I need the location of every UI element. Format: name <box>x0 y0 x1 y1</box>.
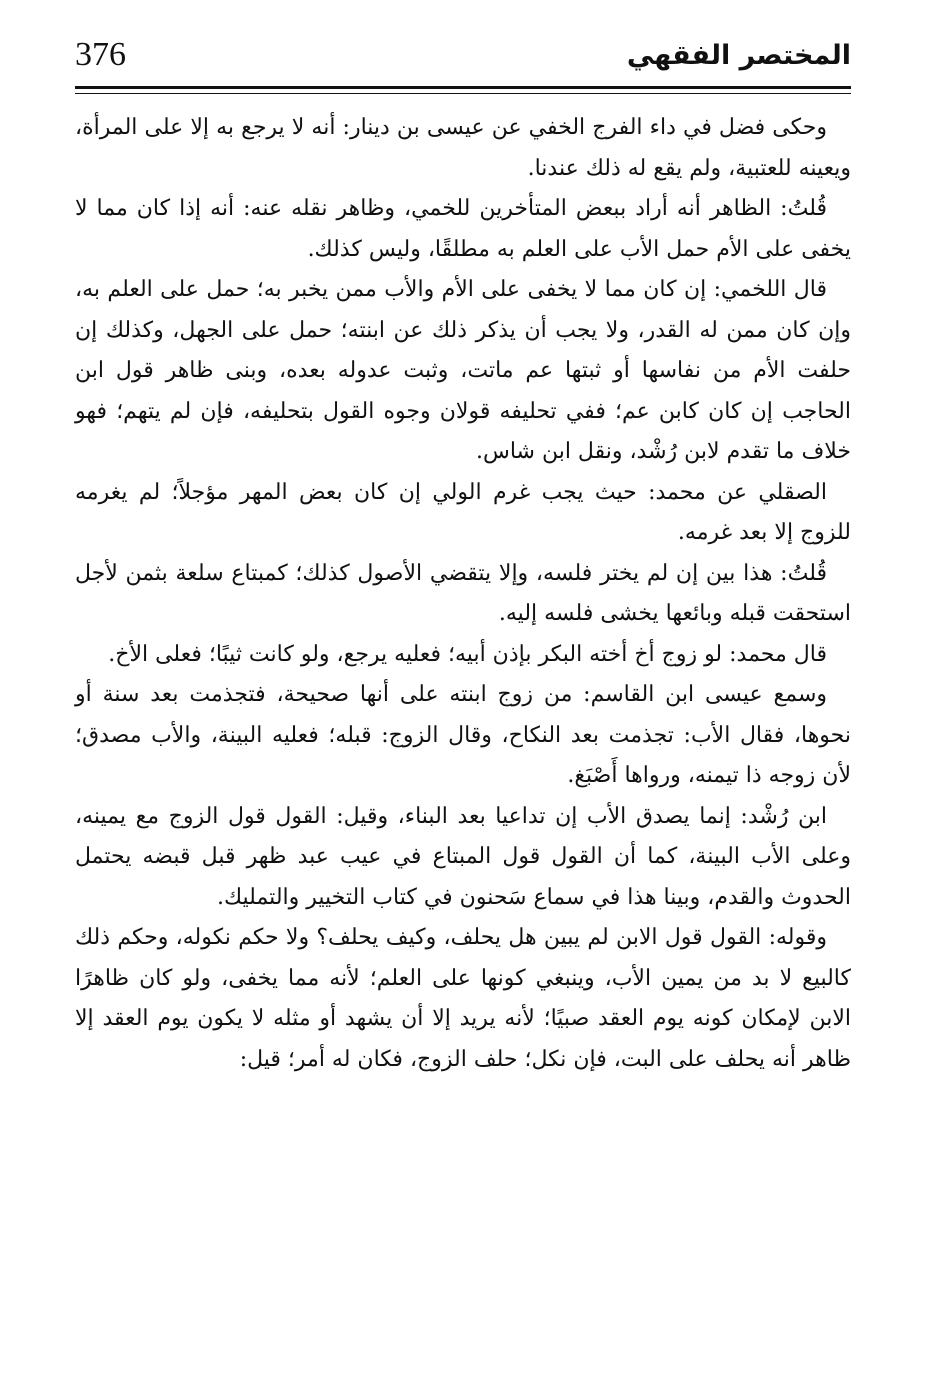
paragraph: ابن رُشْد: إنما يصدق الأب إن تداعيا بعد البناء، وقيل: القول قول الزوج مع يمينه، وعلى الأب البينة، كما أن القول قول المبتاع في عيب عبد ظهر قبل قبضه يحتمل الحدوث والقدم، وبينا هذا في سماع سَحنون في كتاب التخيير والتمليك. <box>75 803 851 910</box>
paragraph: وسمع عيسى ابن القاسم: من زوج ابنته على أنها صحيحة، فتجذمت بعد سنة أو نحوها، فقال الأب: تجذمت بعد النكاح، وقال الزوج: قبله؛ فعليه البينة، والأب مصدق؛ لأن زوجه ذا تيمنه، ورواها أَصْبَغ. <box>75 682 851 788</box>
paragraph: وحكى فضل في داء الفرج الخفي عن عيسى بن دينار: أنه لا يرجع به إلا على المرأة، ويعينه للعتبية، ولم يقع له ذلك عندنا. <box>75 115 851 181</box>
page-header <box>75 36 851 88</box>
header-rule-thin <box>75 93 851 94</box>
paragraph: قُلتُ: هذا بين إن لم يختر فلسه، وإلا يتقضي الأصول كذلك؛ كمبتاع سلعة بثمن لأجل استحقت قبله وبائعها يخشى فلسه إليه. <box>75 560 851 626</box>
paragraph: وقوله: القول قول الابن لم يبين هل يحلف، وكيف يحلف؟ ولا حكم نكوله، وحكم ذلك كالبيع لا بد من يمين الأب، وينبغي كونها على العلم؛ لأنه مما يخفى، ولو كان ظاهرًا الابن لإمكان كونه يوم العقد صبيًا؛ لأنه يريد إلا أن يشهد أو مثله لا يكون يوم العقد إلا ظاهر أنه يحلف على البت، فإن نكل؛ حلف الزوج، فكان له أمر؛ قيل: <box>75 925 851 1072</box>
body-text <box>75 108 851 1080</box>
page-number: 376 <box>75 36 126 73</box>
paragraph: قال محمد: لو زوج أخ أخته البكر بإذن أبيه؛ فعليه يرجع، ولو كانت ثيبًا؛ فعلى الأخ. <box>108 641 827 667</box>
book-title: المختصر الفقهي <box>626 40 851 71</box>
paragraph: قال اللخمي: إن كان مما لا يخفى على الأم والأب ممن يخبر به؛ حمل على العلم به، وإن كان ممن له القدر، ولا يجب أن يذكر ذلك عن ابنته؛ حمل على الجهل، وكذلك إن حلفت الأم من نفاسها أو ثبتها عم ماتت، وثبت عدوله بعده، وبنى ظاهر قول ابن الحاجب إن كان كابن عم؛ ففي تحليفه قولان وجوه القول بتحليفه، فإن لم يتهم؛ فهو خلاف ما تقدم لابن رُشْد، ونقل ابن شاس. <box>75 277 851 464</box>
paragraph: قُلتُ: الظاهر أنه أراد ببعض المتأخرين للخمي، وظاهر نقله عنه: أنه إذا كان مما لا يخفى على الأم حمل الأب على العلم به مطلقًا، وليس كذلك. <box>75 196 851 262</box>
paragraph: الصقلي عن محمد: حيث يجب غرم الولي إن كان بعض المهر مؤجلاً؛ لم يغرمه للزوج إلا بعد غرمه. <box>75 479 851 545</box>
header-rule <box>75 86 851 89</box>
